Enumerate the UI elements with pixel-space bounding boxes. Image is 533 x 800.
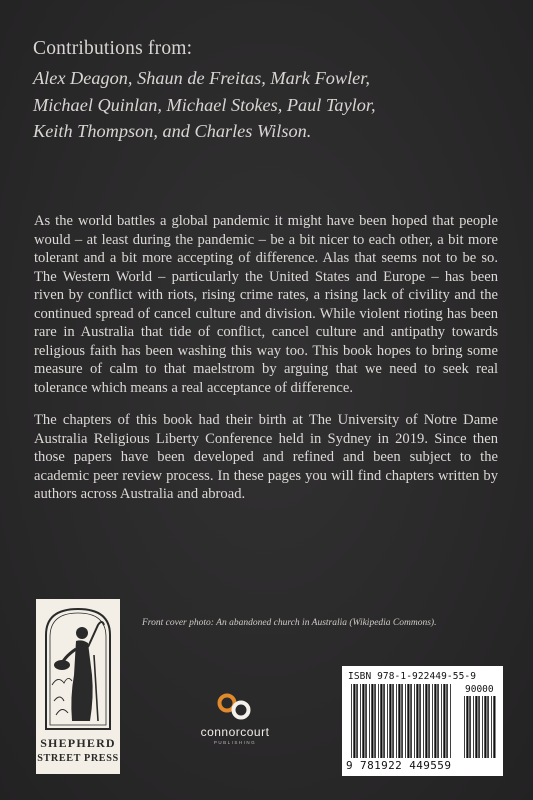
barcode-bar <box>493 696 495 758</box>
barcode-bar <box>464 696 465 758</box>
publisher-logo <box>36 599 120 774</box>
barcode-bar <box>434 684 436 758</box>
isbn-label: ISBN 978-1-922449-55-9 <box>348 671 477 682</box>
barcode-bar <box>446 684 448 758</box>
ean-digits: 9 781922 449559 <box>346 759 452 772</box>
barcode-bar <box>371 684 373 758</box>
imprint-subtitle: PUBLISHING <box>213 740 257 745</box>
barcode-bar <box>356 684 358 758</box>
barcode-bar <box>374 684 376 758</box>
barcode-bar <box>487 696 489 758</box>
barcode-bar <box>437 684 439 758</box>
barcode-bar <box>425 684 427 758</box>
blurb-paragraph: As the world battles a global pandemic it might have been hoped that people would – at least during the pandemic – be a bit nicer to each other, a bit more tolerant and a bit more accepting of difference. Alas that seems not to be so. The Western World – particularly the United States and Europe – has been riven by conflict with riots, rising crime rates, a rising lack of civility and the continued spread of cancel culture and division. While violent rioting has been rare in Australia that tide of conflict, cancel culture and antipathy towards religious faith has been washing this way too. This book hopes to bring some measure of calm to that maelstrom by arguing that we need to seek real tolerance which means a real acceptance of difference. <box>34 213 498 396</box>
barcode-bar <box>466 696 468 758</box>
barcode-bar <box>475 696 477 758</box>
imprint-logo <box>185 691 285 751</box>
connorcourt-rings-icon <box>213 691 257 723</box>
barcode-bar <box>410 684 412 758</box>
barcode-bar <box>478 696 480 758</box>
barcode-bar <box>432 684 433 758</box>
barcode-bar <box>389 684 391 758</box>
barcode-bar <box>469 696 471 758</box>
contributor-line: Alex Deagon, Shaun de Freitas, Mark Fowler, <box>33 68 370 88</box>
barcode-bar <box>362 684 364 758</box>
barcode-bar <box>369 684 370 758</box>
barcode-bar <box>407 684 409 758</box>
shepherd-illustration-icon <box>42 605 114 733</box>
barcode-bar <box>351 684 352 758</box>
contributor-list <box>33 65 503 145</box>
blurb-paragraph: The chapters of this book had their birth at The University of Notre Dame Australia Religious Liberty Conference held in Sydney in 2019. Since then those papers have been developed and refined and been subject to the academic peer review process. In these pages you will find chapters written by authors across Australia and abroad. <box>34 412 498 502</box>
barcode-bar <box>380 684 382 758</box>
imprint-name: connorcourt <box>200 725 270 739</box>
barcode-bar <box>443 684 445 758</box>
contributions-heading: Contributions from: <box>33 38 193 59</box>
barcode-bar <box>405 684 406 758</box>
price-code: 90000 <box>465 684 494 695</box>
barcode-bar <box>423 684 424 758</box>
barcode-bar <box>365 684 367 758</box>
barcode-bar <box>396 684 397 758</box>
barcode-bar <box>450 684 451 758</box>
barcode-bar <box>360 684 361 758</box>
photo-credit: Front cover photo: An abandoned church in Australia (Wikipedia Commons). <box>142 618 437 628</box>
publisher-name-line2: STREET PRESS <box>37 753 119 764</box>
barcode-bar <box>378 684 379 758</box>
barcode-bar <box>383 684 385 758</box>
isbn-barcode <box>342 666 503 776</box>
book-blurb <box>34 212 498 518</box>
barcode-bar <box>392 684 394 758</box>
barcode-bar <box>441 684 442 758</box>
barcode-bar <box>353 684 355 758</box>
barcode-bar <box>401 684 403 758</box>
barcode-bar <box>416 684 418 758</box>
barcode-bar <box>428 684 430 758</box>
barcode-bar <box>491 696 492 758</box>
barcode-bar <box>414 684 415 758</box>
barcode-bar <box>398 684 400 758</box>
barcode-bar <box>473 696 474 758</box>
barcode-bar <box>484 696 486 758</box>
barcode-bar <box>387 684 388 758</box>
barcode-bar <box>482 696 483 758</box>
barcode-bar <box>419 684 421 758</box>
contributor-line: Keith Thompson, and Charles Wilson. <box>33 121 312 141</box>
publisher-name-line1: SHEPHERD <box>40 736 116 750</box>
contributor-line: Michael Quinlan, Michael Stokes, Paul Taylor, <box>33 94 376 115</box>
